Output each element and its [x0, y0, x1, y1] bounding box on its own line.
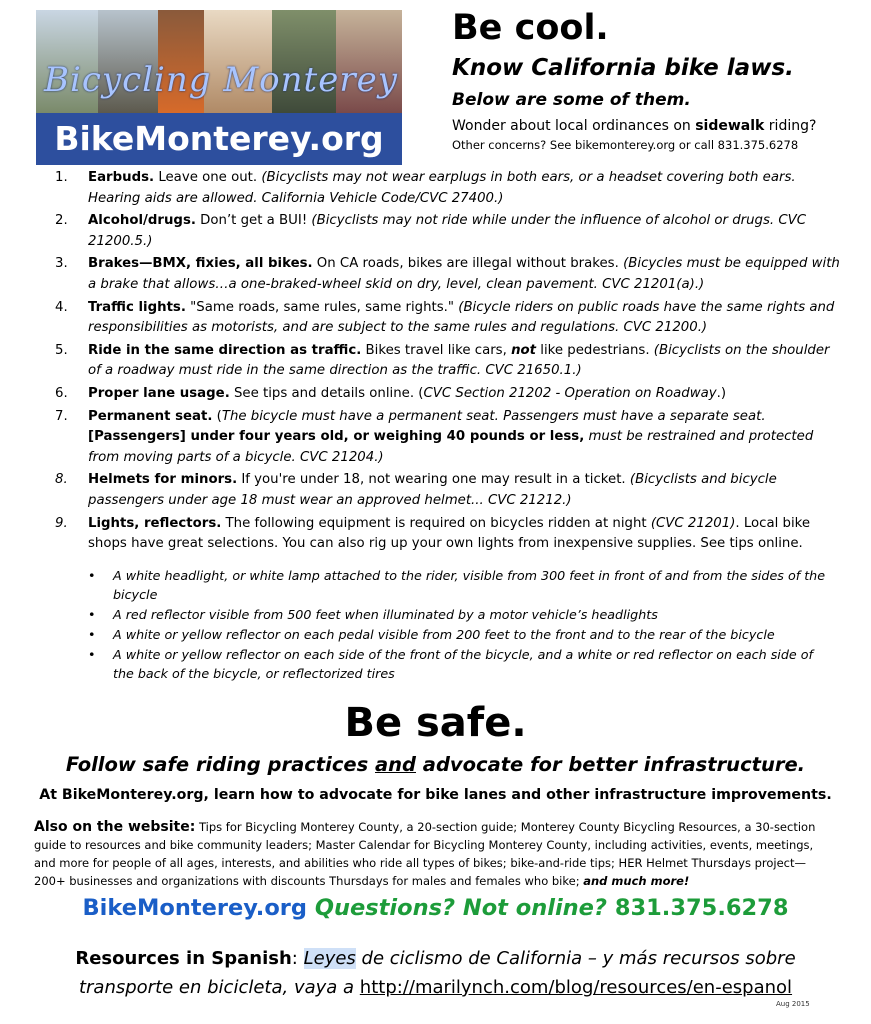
item-text: The following equipment is required on bicycles ridden at night	[221, 515, 651, 531]
wonder-post: riding?	[764, 118, 817, 134]
item-emphasis: not	[511, 342, 537, 358]
spanish-label: Resources in Spanish	[75, 948, 292, 969]
also-lead: Also on the website:	[34, 819, 196, 835]
item-text: Bikes travel like cars,	[361, 342, 512, 358]
list-item: • A white headlight, or white lamp attached to the rider, visible from 300 feet in front of and from the sides of the bicycle	[88, 566, 828, 604]
header-banner	[36, 10, 402, 165]
item-text: "Same roads, same rules, same rights."	[185, 299, 459, 315]
item-text: See tips and details online. (	[229, 385, 424, 401]
item-citation: (CVC 21201)	[650, 515, 736, 531]
list-item: • A white or yellow reflector on each pedal visible from 200 feet to the front and to the rear of the bicycle	[88, 625, 828, 644]
item-citation: (Bicyclists may not ride while under the influence of alcohol or drugs. CVC 21200.5.)	[88, 213, 807, 249]
also-text: Tips for Bicycling Monterey County, a 20-section guide; Monterey County Bicycling Resources, a 30-section guide to resources and bike community leaders; Master Calendar for Bicycling Monterey County, including activities, events, meetings, and more for people of all ages, interests, and abilities who ride all types of bikes; bike-and-ride tips; HER Helmet Thursdays project—200+ businesses and organizations with discounts Thursdays for males and females who bike;	[34, 820, 816, 888]
headline-be-cool: Be cool.	[452, 8, 609, 48]
item-citation: (Bicycle riders on public roads have the same rights and responsibilities as motorists, and are subject to the same rules and regulations. CVC 21200.)	[88, 299, 835, 336]
list-item	[50, 254, 840, 295]
item-citation: (Bicyclists and bicycle passengers under age 18 must wear an approved helmet... CVC 21212.)	[88, 472, 777, 508]
other-concerns: Other concerns? See bikemonterey.org or call 831.375.6278	[452, 138, 799, 152]
item-title: Brakes—BMX, fixies, all bikes.	[88, 256, 313, 272]
item-citation: (Bicyclists may not wear earplugs in both ears, or a headset covering both ears. Hearing aids are allowed. California Vehicle Code/CVC 27400.)	[88, 170, 796, 206]
follow-and: and	[375, 753, 416, 776]
list-item	[50, 341, 840, 382]
wonder-bold: sidewalk	[695, 118, 765, 134]
advocate-line: At BikeMonterey.org, learn how to advocate for bike lanes and other infrastructure improvements.	[39, 787, 832, 803]
item-bold: [Passengers] under four years old, or weighing 40 pounds or less,	[88, 429, 585, 445]
item-title: Permanent seat.	[88, 408, 213, 424]
date-stamp: Aug 2015	[776, 1000, 810, 1008]
contact-line	[0, 895, 871, 921]
item-text: (	[212, 408, 222, 424]
item-title: Lights, reflectors.	[88, 515, 222, 531]
item-number: 1.	[55, 170, 68, 185]
list-item	[50, 168, 840, 209]
item-number: 7.	[55, 408, 68, 424]
item-number: 2.	[55, 213, 68, 229]
list-item: • A white or yellow reflector on each side of the front of the bicycle, and a white or red reflector on each side of the back of the bicycle, or reflectorized tires	[88, 645, 828, 683]
item-title: Earbuds.	[88, 170, 155, 185]
item-citation: (Bicycles must be equipped with a brake that allows…a one-braked-wheel skid on dry, level, clean pavement. CVC 21201(a).)	[88, 256, 840, 292]
also-tail: and much more!	[583, 874, 690, 888]
banner-script-title: Bicycling Monterey	[44, 60, 398, 100]
spanish-text-2: transporte en bicicleta, vaya a	[78, 977, 360, 998]
site-link[interactable]: BikeMonterey.org	[82, 895, 308, 921]
item-text: Leave one out.	[154, 170, 262, 185]
list-item	[50, 298, 840, 339]
item-number: 6.	[55, 385, 68, 401]
item-title: Ride in the same direction as traffic.	[88, 342, 362, 358]
list-item	[50, 384, 840, 405]
photo-strip	[36, 10, 402, 113]
list-item	[50, 211, 840, 252]
item-text: On CA roads, bikes are illegal without brakes.	[312, 256, 624, 272]
item-tail: .)	[716, 385, 727, 401]
questions-text: Questions? Not online?	[314, 895, 607, 921]
follow-safe-practices	[0, 753, 871, 776]
headline-be-safe: Be safe.	[344, 700, 527, 746]
list-item	[50, 514, 840, 555]
item-title: Helmets for minors.	[88, 472, 238, 488]
list-item	[50, 407, 840, 469]
follow-a: Follow safe riding practices	[65, 753, 375, 776]
list-item	[50, 470, 840, 511]
item-citation: CVC Section 21202 - Operation on Roadway	[423, 385, 717, 401]
spanish-resources	[0, 944, 871, 1002]
item-text: If you're under 18, not wearing one may result in a ticket.	[237, 472, 630, 488]
follow-b: advocate for better infrastructure.	[416, 753, 806, 776]
subheadline-know-laws: Know California bike laws.	[452, 55, 794, 81]
spanish-link[interactable]: http://marilynch.com/blog/resources/en-espanol	[359, 977, 793, 998]
item-text: Don’t get a BUI!	[195, 213, 312, 229]
also-on-website	[34, 818, 834, 890]
list-item: • A red reflector visible from 500 feet when illuminated by a motor vehicle’s headlights	[88, 605, 828, 624]
banner-url[interactable]: BikeMonterey.org	[36, 113, 402, 165]
subheadline-below: Below are some of them.	[452, 90, 691, 110]
item-citation: (Bicyclists on the shoulder of a roadway must ride in the same direction as the traffic. CVC 21650.1.)	[88, 342, 830, 379]
spanish-highlight: Leyes	[303, 948, 356, 969]
wonder-pre: Wonder about local ordinances on	[452, 118, 696, 134]
item-text: like pedestrians.	[536, 342, 654, 358]
phone-number[interactable]: 831.375.6278	[614, 895, 789, 921]
item-citation: must be restrained and protected from moving parts of a bicycle. CVC 21204.)	[88, 429, 814, 465]
item-number: 9.	[55, 515, 68, 531]
spanish-text-1: de ciclismo de California – y más recursos sobre	[355, 948, 796, 969]
law-list	[50, 168, 840, 557]
item-title: Alcohol/drugs.	[88, 213, 196, 229]
equipment-list	[88, 566, 828, 684]
item-number: 8.	[55, 472, 68, 488]
item-number: 3.	[55, 256, 68, 272]
spanish-colon: :	[291, 948, 304, 969]
item-citation: The bicycle must have a permanent seat. Passengers must have a separate seat.	[221, 408, 766, 424]
item-title: Proper lane usage.	[88, 385, 230, 401]
item-title: Traffic lights.	[88, 299, 186, 315]
item-number: 5.	[55, 342, 68, 358]
wonder-line	[452, 118, 816, 134]
item-number: 4.	[55, 299, 68, 315]
item-tail: . Local bike shops have great selections. You can also rig up your own lights from inexpensive supplies. See tips online.	[88, 515, 811, 552]
